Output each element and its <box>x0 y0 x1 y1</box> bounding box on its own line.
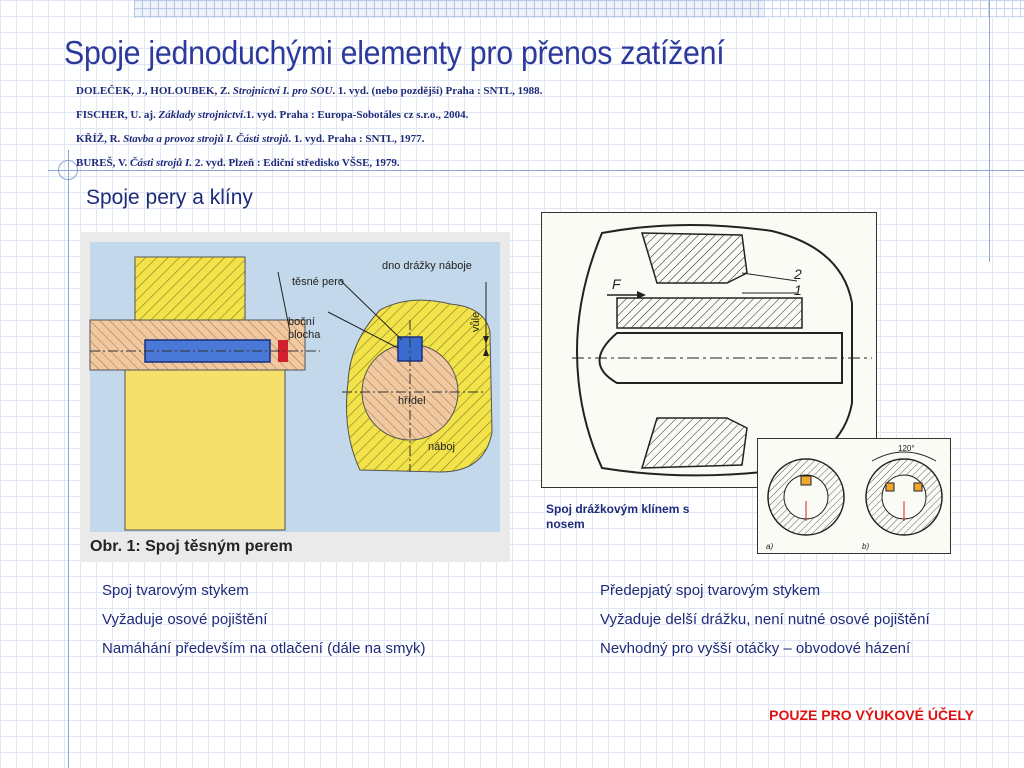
label-tesne-pero: těsné pero <box>292 276 344 288</box>
list-item: Vyžaduje osové pojištění <box>102 611 268 628</box>
reference-item: BUREŠ, V. Části strojů I. 2. vyd. Plzeň : Ediční středisko VŠSE, 1979. <box>76 157 400 169</box>
list-item: Předepjatý spoj tvarovým stykem <box>600 582 821 599</box>
label-naboj: náboj <box>428 441 455 453</box>
decorative-vertical-line <box>68 150 69 768</box>
figure-cross-sections <box>757 438 951 554</box>
section-subtitle: Spoje pery a klíny <box>86 186 253 209</box>
list-item: Namáhání především na otlačení (dále na smyk) <box>102 640 426 657</box>
list-item: Spoj tvarovým stykem <box>102 582 249 599</box>
decorative-right-line <box>989 0 990 262</box>
label-a: a) <box>766 542 774 551</box>
label-angle: 120° <box>898 444 915 453</box>
label-b: b) <box>862 542 870 551</box>
left-properties-list <box>102 582 426 669</box>
reference-item: DOLEČEK, J., HOLOUBEK, Z. Strojnictví I. pro SOU. 1. vyd. (nebo pozdější) Praha : SNTL, 1988. <box>76 85 543 97</box>
label-dno-drazky: dno drážky náboje <box>382 260 472 272</box>
label-hridel: hřídel <box>398 395 426 407</box>
slide-title: Spoje jednoduchými elementy pro přenos zatížení <box>64 34 725 71</box>
list-item: Nevhodný pro vyšší otáčky – obvodové házení <box>600 640 911 657</box>
label-plocha: plocha <box>288 329 321 341</box>
educational-use-notice: POUZE PRO VÝUKOVÉ ÚČELY <box>769 707 974 723</box>
label-vule: vůle <box>470 311 482 332</box>
tight-key-drawing <box>80 232 510 562</box>
decorative-circle <box>58 160 78 180</box>
label-part-2: 2 <box>794 266 802 282</box>
label-bocni: boční <box>288 316 315 328</box>
list-item: Vyžaduje delší drážku, není nutné osové pojištění <box>600 611 930 628</box>
reference-item: KŘÍŽ, R. Stavba a provoz strojů I. Části strojů. 1. vyd. Praha : SNTL, 1977. <box>76 133 425 145</box>
right-properties-list <box>600 582 930 669</box>
label-part-1: 1 <box>794 282 802 298</box>
reference-item: FISCHER, U. aj. Základy strojnictví.1. vyd. Praha : Europa-Sobotáles cz s.r.o., 2004. <box>76 109 469 121</box>
header-grid-decoration <box>134 0 1024 18</box>
label-force: F <box>612 276 621 292</box>
figure1-caption: Obr. 1: Spoj těsným perem <box>90 538 293 555</box>
references-list <box>76 84 542 180</box>
cross-section-drawing <box>758 439 951 554</box>
figure-tight-key-joint <box>80 232 510 562</box>
figure2-caption: Spoj drážkovým klínem s nosem <box>546 502 690 531</box>
